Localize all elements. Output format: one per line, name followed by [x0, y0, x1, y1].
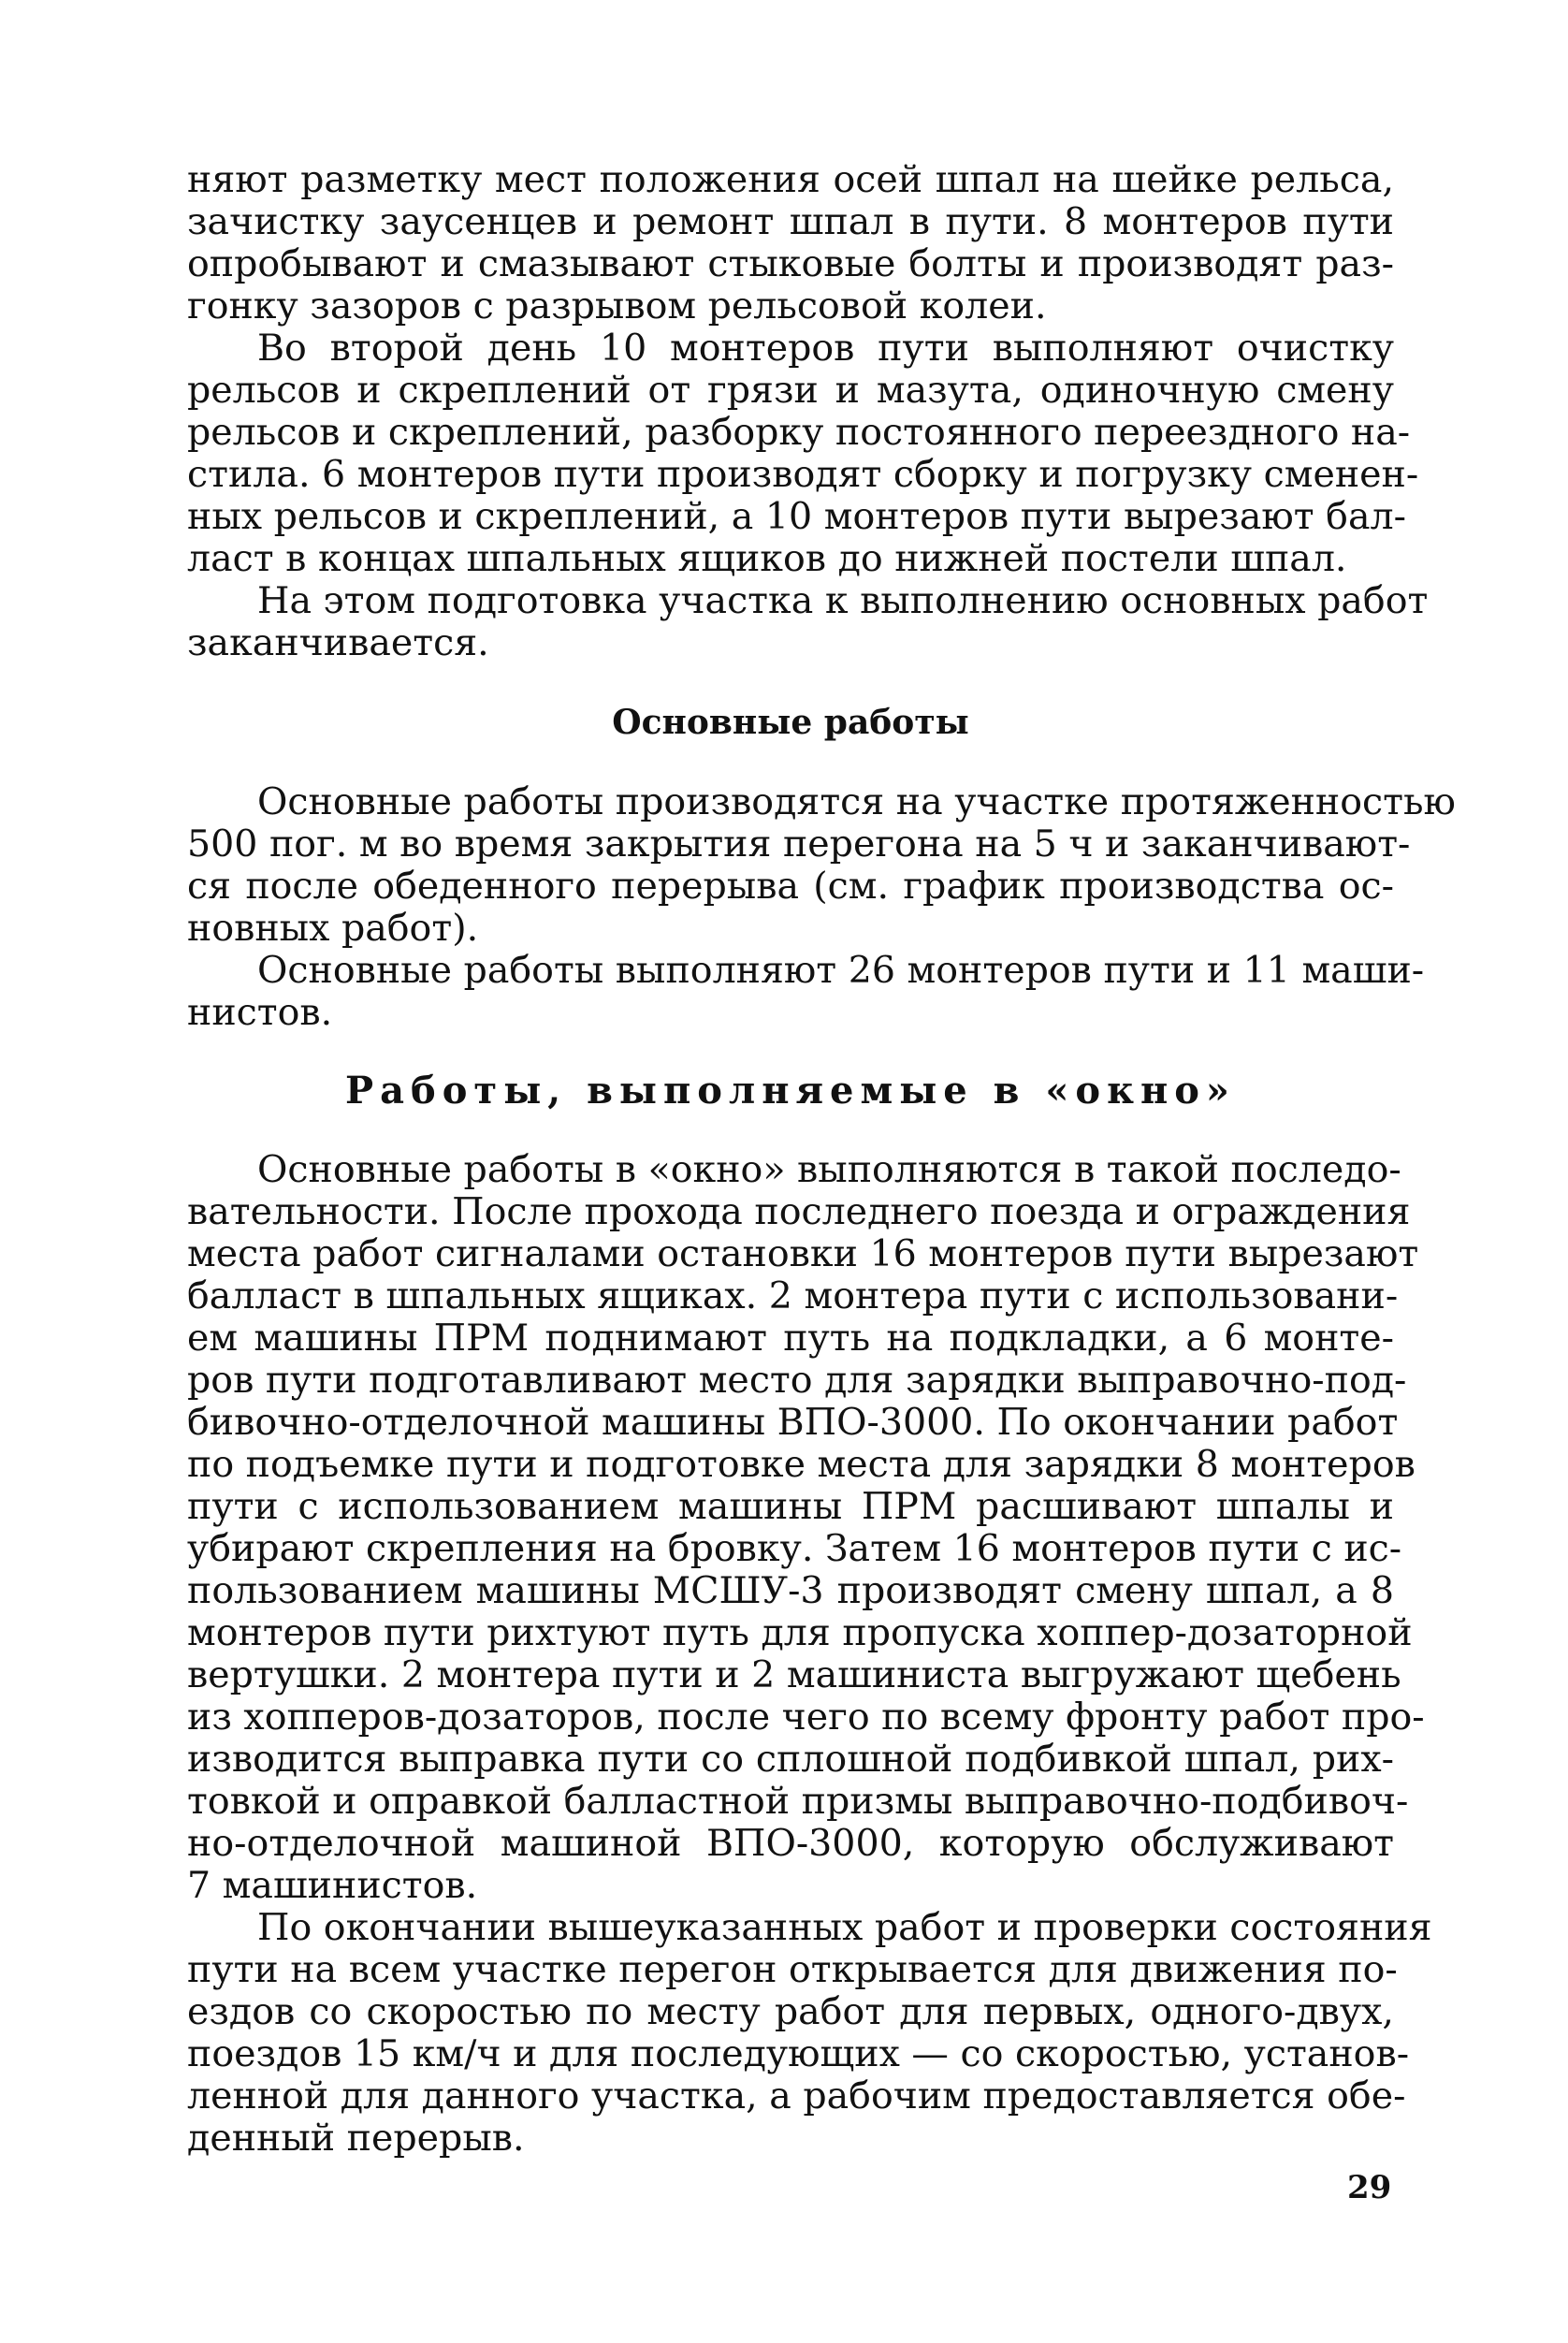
text-line: ездов со скоростью по месту работ для первых, одного-двух,: [187, 1990, 1394, 2033]
text-line: ем машины ПРМ поднимают путь на подкладки, а 6 монте-: [187, 1317, 1394, 1360]
paragraph: [187, 327, 1419, 580]
text-line: денный перерыв.: [187, 2117, 525, 2160]
text-line: опробывают и смазывают стыковые болты и производят раз-: [187, 242, 1394, 285]
paragraph: [187, 579, 1429, 664]
text-line: заканчивается.: [187, 621, 489, 664]
text-line: ласт в концах шпальных ящиков до нижней постели шпал.: [187, 537, 1347, 580]
text-line: 500 пог. м во время закрытия перегона на 5 ч и заканчивают-: [187, 822, 1411, 866]
text-line: ся после обеденного перерыва (см. график производства ос-: [187, 865, 1394, 908]
paragraph: [187, 780, 1456, 950]
section-heading-window-works: Работы, выполняемые в «окно»: [345, 1069, 1236, 1113]
text-line: монтеров пути рихтуют путь для пропуска хоппер-дозаторной: [187, 1611, 1413, 1654]
text-line: Во второй день 10 монтеров пути выполняют очистку: [257, 327, 1394, 370]
text-line: По окончании вышеуказанных работ и проверки состояния: [257, 1906, 1432, 1949]
text-line: вертушки. 2 монтера пути и 2 машиниста выгружают щебень: [187, 1653, 1401, 1696]
page-body: [187, 158, 1456, 2160]
paragraph: [187, 1148, 1425, 1907]
text-line: пути на всем участке перегон открывается для движения по-: [187, 1948, 1398, 1991]
text-line: товкой и оправкой балластной призмы выправочно-подбивоч-: [187, 1780, 1409, 1823]
text-line: пользованием машины МСШУ-3 производят смену шпал, а 8: [187, 1569, 1394, 1612]
text-line: убирают скрепления на бровку. Затем 16 монтеров пути с ис-: [187, 1527, 1402, 1570]
text-line: балласт в шпальных ящиках. 2 монтера пути с использовани-: [187, 1274, 1399, 1317]
section-heading-main-works: Основные работы: [612, 703, 969, 742]
text-line: Основные работы в «окно» выполняются в такой последо-: [257, 1148, 1401, 1191]
text-line: нистов.: [187, 991, 333, 1034]
text-line: поездов 15 км/ч и для последующих — со скоростью, установ-: [187, 2032, 1410, 2075]
text-line: бивочно-отделочной машины ВПО-3000. По окончании работ: [187, 1401, 1399, 1444]
text-line: вательности. После прохода последнего поезда и ограждения: [187, 1190, 1411, 1233]
text-line: 7 машинистов.: [187, 1864, 478, 1907]
text-line: стила. 6 монтеров пути производят сборку и погрузку сменен-: [187, 453, 1419, 496]
paragraph: [187, 159, 1394, 327]
paragraph: [187, 1906, 1432, 2160]
text-line: пути с использованием машины ПРМ расшивают шпалы и: [187, 1485, 1394, 1528]
paragraph: [187, 949, 1425, 1034]
text-line: гонку зазоров с разрывом рельсовой колеи.: [187, 284, 1047, 327]
text-line: рельсов и скреплений, разборку постоянного переездного на-: [187, 411, 1411, 454]
text-line: На этом подготовка участка к выполнению основных работ: [257, 579, 1429, 622]
text-line: Основные работы производятся на участке протяженностью: [257, 780, 1456, 823]
page-number: 29: [1347, 2169, 1392, 2206]
text-line: няют разметку мест положения осей шпал на шейке рельса,: [187, 158, 1394, 201]
text-line: ных рельсов и скреплений, а 10 монтеров пути вырезают бал-: [187, 495, 1406, 538]
text-line: изводится выправка пути со сплошной подбивкой шпал, рих-: [187, 1738, 1394, 1781]
text-line: но-отделочной машиной ВПО-3000, которую обслуживают: [187, 1822, 1394, 1865]
text-line: из хопперов-дозаторов, после чего по всему фронту работ про-: [187, 1695, 1425, 1739]
text-line: зачистку заусенцев и ремонт шпал в пути. 8 монтеров пути: [187, 200, 1394, 243]
text-line: ров пути подготавливают место для зарядки выправочно-под-: [187, 1359, 1407, 1402]
text-line: ленной для данного участка, а рабочим предоставляется обе-: [187, 2074, 1406, 2117]
text-line: рельсов и скреплений от грязи и мазута, одиночную смену: [187, 369, 1394, 412]
text-line: новных работ).: [187, 907, 479, 950]
text-line: Основные работы выполняют 26 монтеров пути и 11 маши-: [257, 949, 1425, 992]
text-line: места работ сигналами остановки 16 монтеров пути вырезают: [187, 1232, 1419, 1275]
text-line: по подъемке пути и подготовке места для зарядки 8 монтеров: [187, 1443, 1416, 1486]
